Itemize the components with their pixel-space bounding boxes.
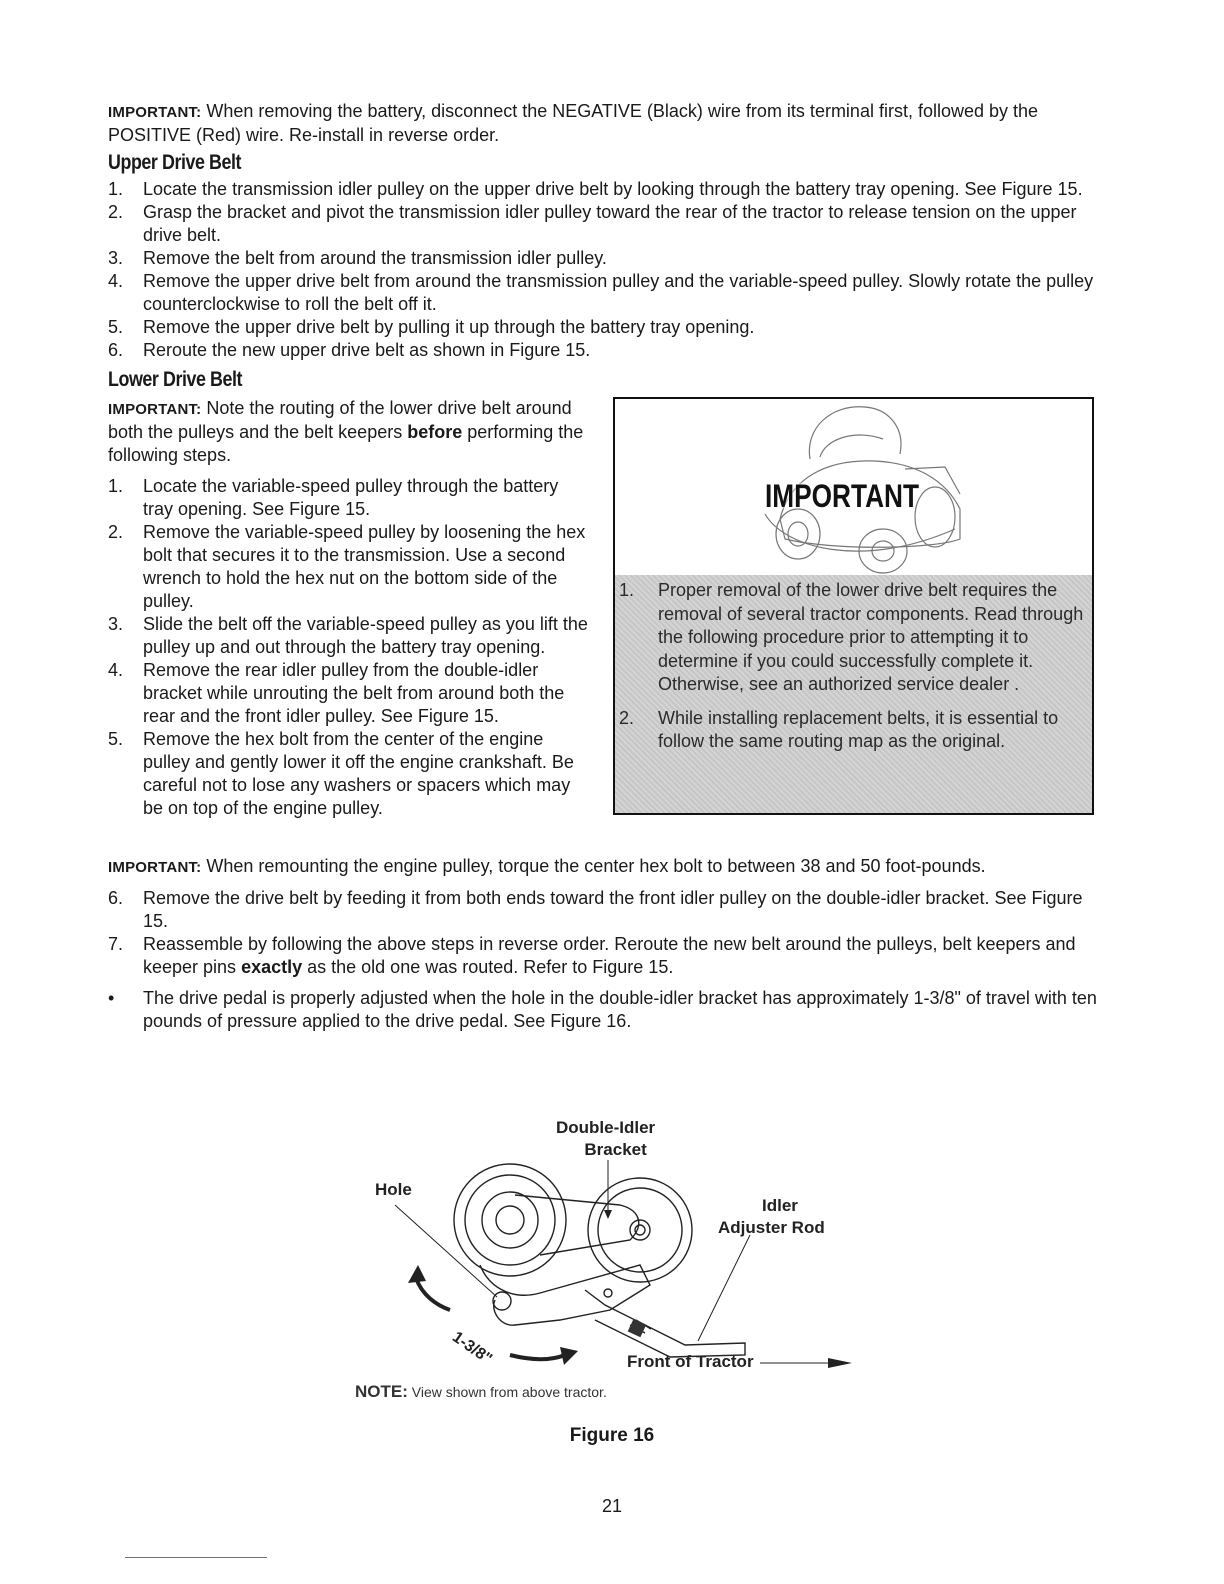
upper-steps (108, 178, 1108, 362)
figure-note: NOTE: View shown from above tractor. (355, 1382, 607, 1401)
lower-left-column (108, 397, 593, 820)
important-items (619, 579, 1089, 764)
page-number: 21 (601, 1496, 623, 1516)
label-idler-adjuster-rod: Idler Adjuster Rod (718, 1196, 825, 1237)
list-item: 6. Remove the drive belt by feeding it from both ends toward the front idler pulley on the double-idler bracket. See Figure 15. (108, 888, 1083, 931)
label-front-of-tractor: Front of Tractor (627, 1352, 754, 1371)
list-item: 2. Remove the variable-speed pulley by loosening the hex bolt that secures it to the transmission. Use a second wrench to hold the hex nut on the bottom side of the pulley. (108, 522, 586, 611)
torque-note: IMPORTANT: When remounting the engine pulley, torque the center hex bolt to between 38 and 50 foot-pounds. (108, 856, 986, 876)
important-banner: IMPORTANT (765, 478, 920, 514)
upper-heading: Upper Drive Belt (108, 151, 242, 174)
intro-text: When removing the battery, disconnect the NEGATIVE (Black) wire from its terminal first, followed by the POSITIVE (Red) wire. Re-install in reverse order. (108, 101, 1039, 145)
list-item: 4. Remove the upper drive belt from around the transmission pulley and the variable-speed pulley. Slowly rotate the pulley counterclockwise to roll the belt off it. (108, 271, 1094, 314)
list-item: • The drive pedal is properly adjusted when the hole in the double-idler bracket has approximately 1-3/8" of travel with ten pounds of pressure applied to the drive pedal. See Figure 16. (108, 988, 1097, 1031)
figure-caption: Figure 16 (569, 1425, 655, 1446)
lower-steps (108, 475, 593, 820)
list-item: 7. Reassemble by following the above steps in reverse order. Reroute the new belt around the pulleys, belt keepers and keeper pins exactly as the old one was routed. Refer to Figure 15. (108, 934, 1076, 977)
figure-16 (340, 1115, 900, 1415)
label-hole: Hole (375, 1180, 412, 1199)
list-item: 5. Remove the upper drive belt by pulling it up through the battery tray opening. (108, 317, 755, 337)
intro-note (108, 100, 1108, 147)
list-item: 5. Remove the hex bolt from the center of the engine pulley and gently lower it off the engine crankshaft. Be careful not to lose any washers or spacers which may be on top of the engine pulley. (108, 729, 574, 818)
label-double-idler: Double-Idler Bracket (556, 1118, 656, 1159)
list-item: 1. Proper removal of the lower drive belt requires the removal of several tractor components. Read through the following procedure prior to attempting it to determine if you could successfully complete it. Otherwise, see an authorized service dealer . (619, 580, 1084, 694)
intro-label: IMPORTANT: (108, 104, 202, 121)
list-item: 1. Locate the transmission idler pulley on the upper drive belt by looking through the battery tray opening. See Figure 15. (108, 179, 1083, 199)
more-steps (108, 887, 1108, 979)
bullet-list (108, 987, 1108, 1033)
list-item: 2. Grasp the bracket and pivot the transmission idler pulley toward the rear of the tractor to release tension on the upper drive belt. (108, 202, 1077, 245)
lower-section (108, 397, 1108, 849)
list-item: 3. Slide the belt off the variable-speed pulley as you lift the pulley up and out through the battery tray opening. (108, 614, 588, 657)
lower-heading: Lower Drive Belt (108, 368, 243, 391)
list-item: 1. Locate the variable-speed pulley through the battery tray opening. See Figure 15. (108, 476, 559, 519)
list-item: 4. Remove the rear idler pulley from the double-idler bracket while unrouting the belt from around both the rear and the front idler pulley. See Figure 15. (108, 660, 565, 726)
footer-rule (125, 1557, 267, 1558)
list-item: 3. Remove the belt from around the transmission idler pulley. (108, 248, 607, 268)
label-travel: 1-3/8" (449, 1328, 495, 1368)
important-box (613, 397, 1094, 815)
page-content (108, 100, 1108, 1033)
list-item: 6. Reroute the new upper drive belt as shown in Figure 15. (108, 340, 591, 360)
list-item: 2. While installing replacement belts, it is essential to follow the same routing map as the original. (619, 707, 1059, 751)
lower-note: IMPORTANT: Note the routing of the lower drive belt around both the pulleys and the belt keepers before performing the following steps. (108, 398, 584, 465)
